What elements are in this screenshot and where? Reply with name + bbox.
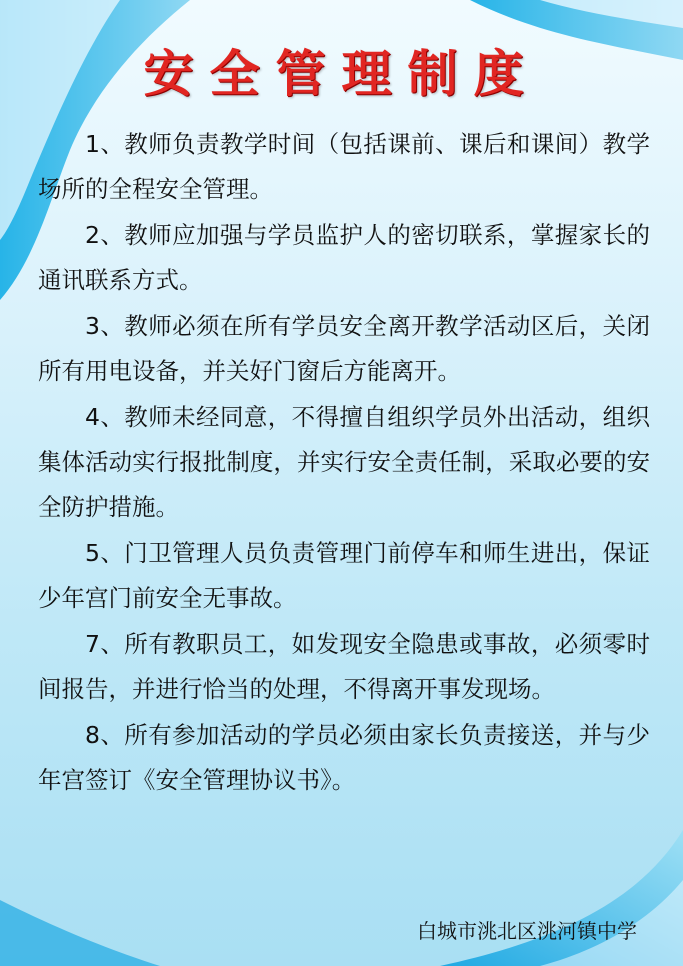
rule-item-4: 4、教师未经同意，不得擅自组织学员外出活动，组织集体活动实行报批制度，并实行安全责任制，采取必要的安全防护措施。 <box>38 403 650 521</box>
rule-item-3: 3、教师必须在所有学员安全离开教学活动区后，关闭所有用电设备，并关好门窗后方能离开。 <box>38 312 650 385</box>
rule-item-1: 1、教师负责教学时间（包括课前、课后和课间）教学场所的全程安全管理。 <box>38 130 650 203</box>
rule-item-2: 2、教师应加强与学员监护人的密切联系，掌握家长的通讯联系方式。 <box>38 221 650 294</box>
rules-content <box>38 122 650 804</box>
rule-item-5: 5、门卫管理人员负责管理门前停车和师生进出，保证少年宫门前安全无事故。 <box>38 539 650 612</box>
rule-item-8: 8、所有参加活动的学员必须由家长负责接送，并与少年宫签订《安全管理协议书》。 <box>38 721 650 794</box>
bottom-left-wave-shape <box>0 900 160 966</box>
rule-item-7: 7、所有教职员工，如发现安全隐患或事故，必须零时间报告，并进行恰当的处理，不得离开事发现场。 <box>38 630 650 703</box>
school-name-footer: 白城市洮北区洮河镇中学 <box>417 919 637 943</box>
page-title: 安全管理制度 <box>143 44 540 103</box>
